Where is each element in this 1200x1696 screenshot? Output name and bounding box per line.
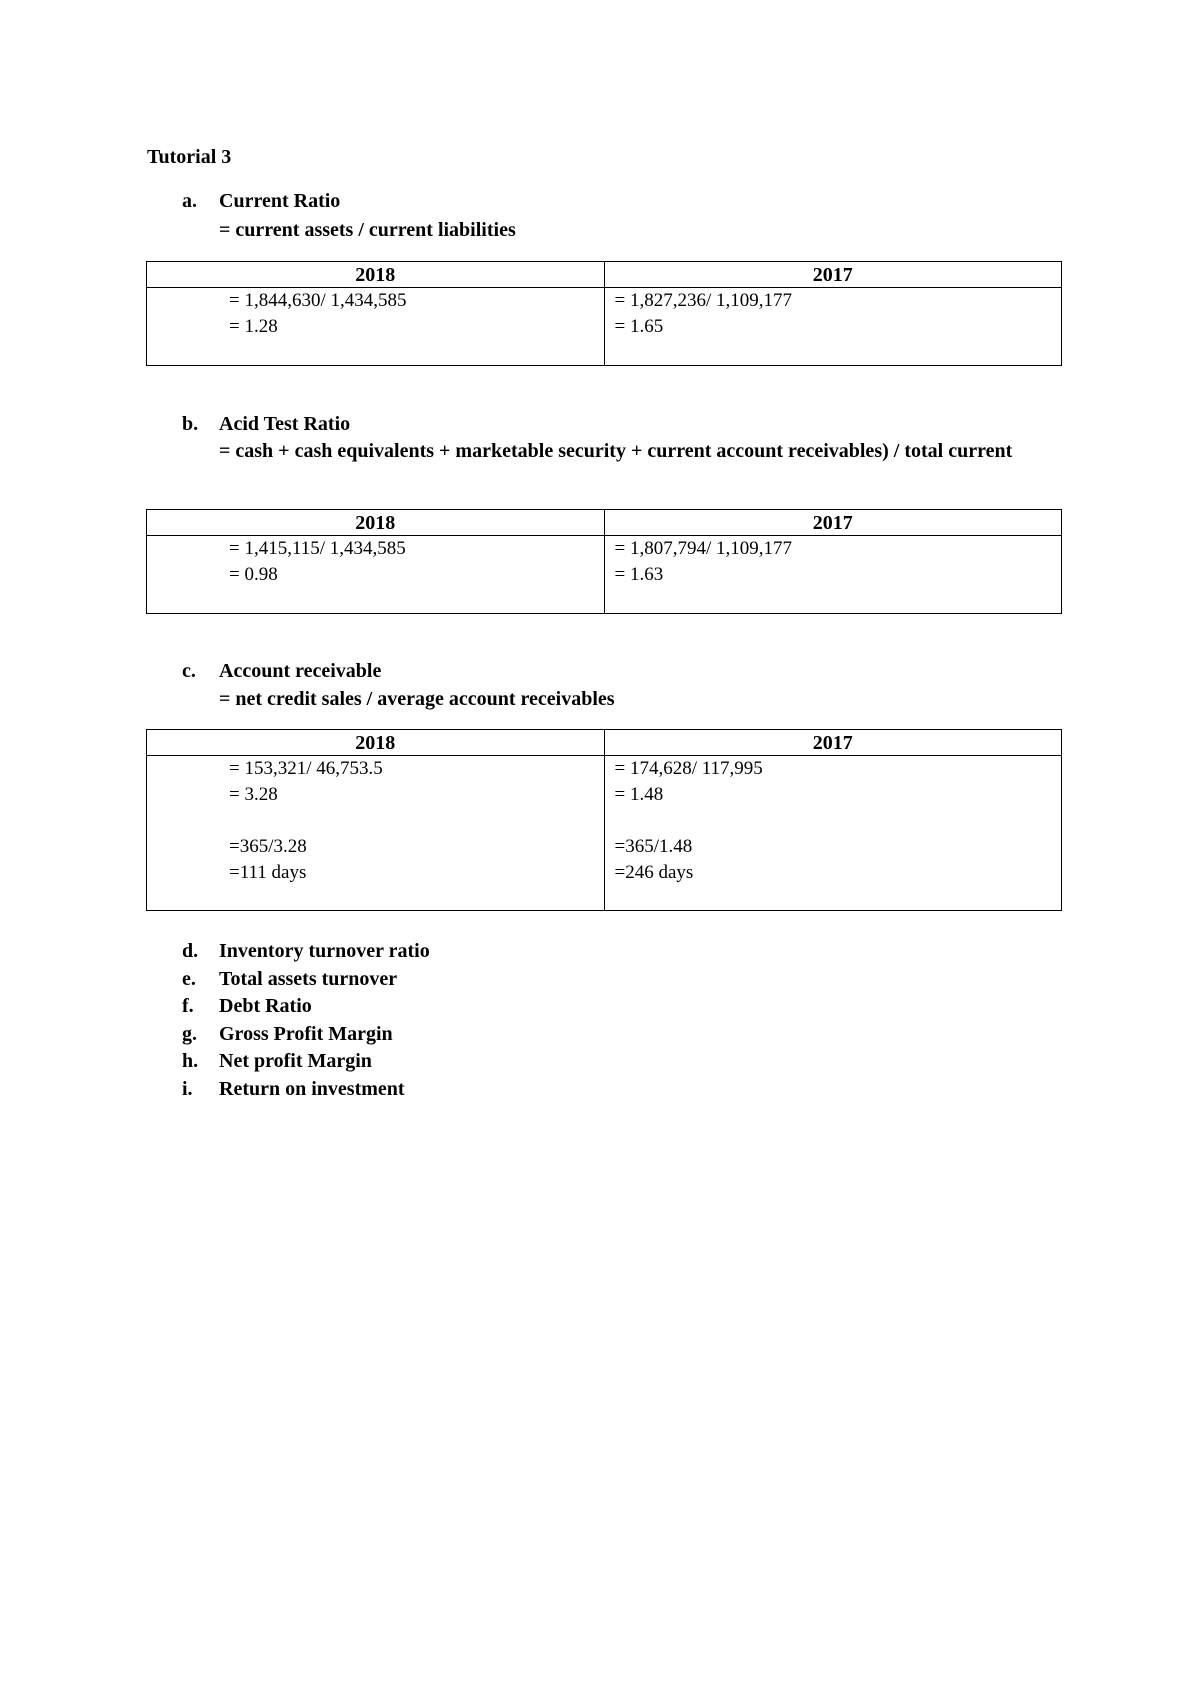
item-letter: d. [182, 940, 199, 962]
result-line: = 0.98 [229, 564, 278, 585]
cell-2017 [604, 756, 1062, 911]
calc-line: = 174,628/ 117,995 [614, 758, 763, 779]
document-title: Tutorial 3 [147, 146, 232, 168]
days-result-line: =111 days [229, 862, 307, 883]
calc-line: = 153,321/ 46,753.5 [229, 758, 383, 779]
item-letter: e. [182, 967, 196, 990]
section-title: Account receivable [219, 660, 382, 682]
spacer-line [147, 808, 604, 834]
item-label: Debt Ratio [219, 995, 312, 1017]
result-line: = 1.28 [229, 316, 278, 337]
item-label: Total assets turnover [219, 967, 398, 990]
cell-2018 [147, 288, 605, 366]
item-letter: i. [182, 1077, 193, 1100]
spacer-line [605, 808, 1062, 834]
header-2017: 2017 [604, 510, 1062, 536]
section-c-formula: = net credit sales / average account receivables [219, 688, 615, 710]
calc-line: = 1,844,630/ 1,434,585 [229, 290, 407, 311]
result-line: = 1.65 [614, 316, 664, 337]
calc-line: = 1,415,115/ 1,434,585 [229, 538, 406, 559]
item-label: Net profit Margin [219, 1050, 372, 1072]
section-title: Acid Test Ratio [219, 413, 351, 435]
section-title: Current Ratio [219, 190, 341, 212]
cell-2017 [604, 536, 1062, 614]
section-letter: a. [182, 190, 197, 212]
header-2017: 2017 [604, 730, 1062, 756]
item-letter: f. [182, 995, 194, 1017]
calc-line: = 1,807,794/ 1,109,177 [614, 538, 792, 559]
account-receivable-table [146, 729, 1062, 911]
acid-test-ratio-table [146, 509, 1062, 614]
section-b-formula: = cash + cash equivalents + marketable security + current account receivables) / total current [219, 440, 1013, 462]
section-letter: b. [182, 413, 199, 435]
section-a-formula: = current assets / current liabilities [219, 219, 516, 241]
calc-line: = 1,827,236/ 1,109,177 [614, 290, 792, 311]
section-letter: c. [182, 660, 196, 682]
days-result-line: =246 days [614, 862, 694, 883]
current-ratio-table [146, 261, 1062, 366]
item-letter: g. [182, 1022, 197, 1045]
cell-2018 [147, 536, 605, 614]
header-2018: 2018 [147, 262, 605, 288]
item-letter: h. [182, 1050, 199, 1072]
item-label: Return on investment [219, 1077, 405, 1100]
header-2018: 2018 [147, 510, 605, 536]
item-label: Gross Profit Margin [219, 1022, 393, 1045]
cell-2017 [604, 288, 1062, 366]
cell-2018 [147, 756, 605, 911]
result-line: = 1.63 [614, 564, 664, 585]
result-line: = 1.48 [614, 784, 664, 805]
header-2017: 2017 [604, 262, 1062, 288]
result-line: = 3.28 [229, 784, 278, 805]
days-calc-line: =365/1.48 [614, 836, 693, 857]
header-2018: 2018 [147, 730, 605, 756]
days-calc-line: =365/3.28 [229, 836, 307, 857]
item-label: Inventory turnover ratio [219, 940, 430, 962]
